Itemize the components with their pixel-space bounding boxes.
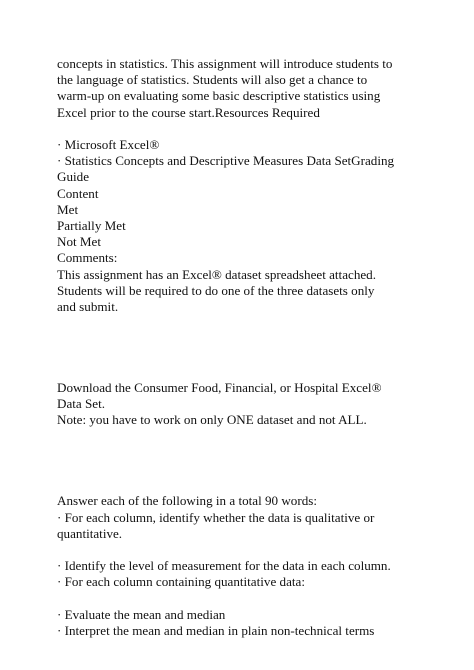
bullet-item: · Evaluate the mean and median [57,606,226,622]
blank-line [57,348,427,364]
bullet-item: · For each column, identify whether the data is qualitative or [57,509,375,525]
blank-line [57,542,427,558]
blank-line [57,331,427,347]
blank-line [57,445,427,461]
text-line: This assignment has an Excel® dataset spreadsheet attached. [57,266,376,282]
text-line: Guide [57,169,89,185]
text-line: Data Set. [57,396,105,412]
note-line: Note: you have to work on only ONE dataset and not ALL. [57,412,367,428]
blank-line [57,591,427,607]
grading-label-not-met: Not Met [57,234,102,250]
text-line: Excel prior to the course start.Resources Required [57,104,320,120]
text-line: quantitative. [57,525,123,541]
grading-label-met: Met [57,201,79,217]
bullet-item: · Identify the level of measurement for the data in each column. [57,558,391,574]
bullet-item: · Microsoft Excel® [57,137,160,152]
text-line: Download the Consumer Food, Financial, or Hospital Excel® [57,379,382,395]
grading-label-content: Content [57,185,99,201]
text-line: concepts in statistics. This assignment will introduce students to [57,56,393,71]
grading-label-partially-met: Partially Met [57,218,126,234]
blank-line [57,477,427,493]
text-line: warm-up on evaluating some basic descriptive statistics using [57,88,381,104]
blank-line [57,315,427,331]
text-line: and submit. [57,299,119,315]
blank-line [57,121,427,137]
bullet-item: · Interpret the mean and median in plain non-technical terms [57,622,375,638]
bullet-item: · Statistics Concepts and Descriptive Measures Data SetGrading [57,153,395,169]
text-line: the language of statistics. Students will also get a chance to [57,72,368,88]
text-line: Answer each of the following in a total 90 words: [57,493,317,509]
blank-line [57,364,427,380]
text-line: Students will be required to do one of the three datasets only [57,282,375,298]
document-body [57,56,427,639]
grading-label-comments: Comments: [57,250,118,266]
blank-line [57,429,427,445]
blank-line [57,461,427,477]
bullet-item: · For each column containing quantitative data: [57,574,305,590]
